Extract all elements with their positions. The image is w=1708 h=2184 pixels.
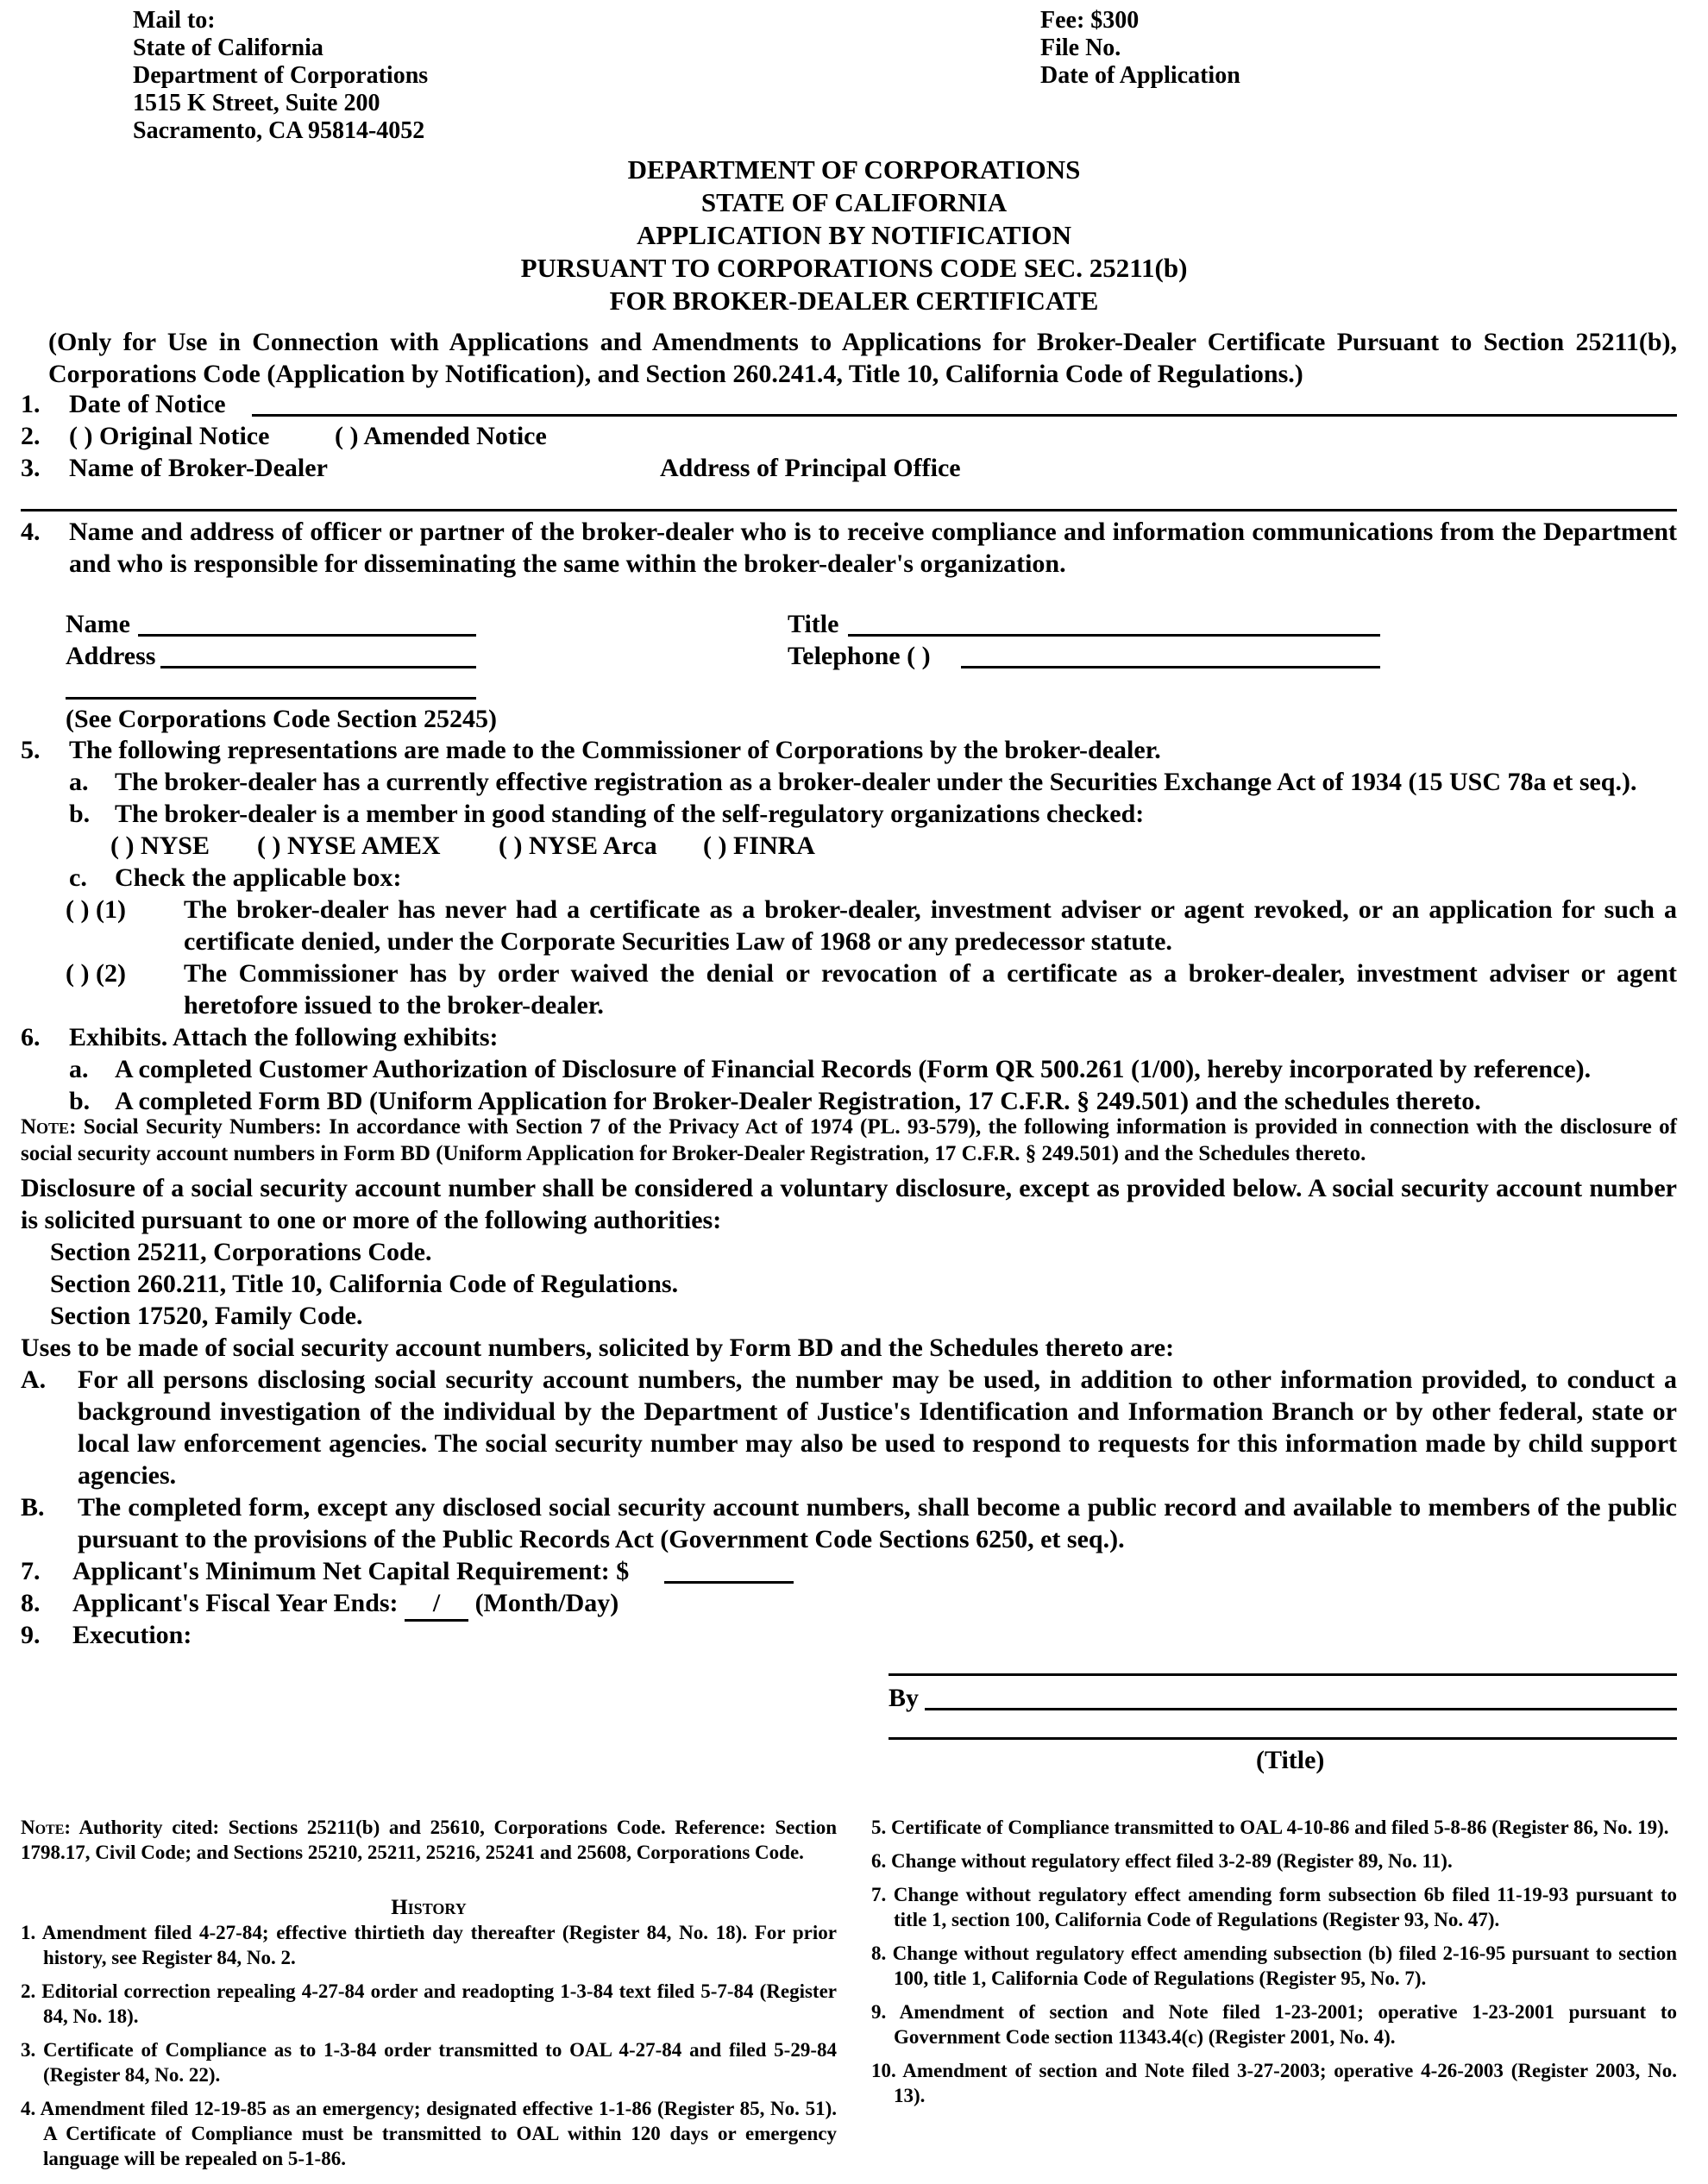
fiscal-year-label xyxy=(72,1587,619,1622)
contact-name-field[interactable] xyxy=(138,634,476,637)
item-5c2-checkbox[interactable]: ( ) (2) xyxy=(66,959,126,988)
contact-address-field-2[interactable] xyxy=(66,697,476,700)
use-b-label: B. xyxy=(21,1493,45,1522)
item-5c1-text: The broker-dealer has never had a certificate as a broker-dealer, investment adviser or agent revoked, or an application for such a certificate denied, under the Corporate Securities Law of 1968 or any predecessor statute. xyxy=(184,895,1677,956)
item-5c-label: c. xyxy=(69,863,87,892)
item-1-number: 1. xyxy=(21,390,41,418)
org-checkbox-nyse-amex[interactable]: ( ) NYSE AMEX xyxy=(257,832,441,860)
history-entry: 7. Change without regulatory effect amending form subsection 6b filed 11-19-93 pursuant to title 1, section 100, California Code of Regulations (Register 93, No. 47). xyxy=(871,1884,1677,1930)
ssn-note-text: Social Security Numbers: In accordance with Section 7 of the Privacy Act of 1974 (PL. 93-579), the following information is provided in connection with the disclosure of social security account numbers in Form BD (Uniform Application for Broker-Dealer Registration, 17 C.F.R. § 249.501) and the Schedules thereto. xyxy=(21,1115,1677,1165)
title-line: STATE OF CALIFORNIA xyxy=(700,187,1008,217)
net-capital-field[interactable] xyxy=(664,1581,794,1584)
contact-telephone-field[interactable] xyxy=(961,666,1380,668)
use-a-text: For all persons disclosing social security account numbers, the number may be used, in addition to other information provided, to conduct a background investigation of the individual by the Department of Justice's Identification and Information Branch or by other federal, state or local law enforcement agencies. The social security number may also be used to respond to requests for this information made by child support agencies. xyxy=(78,1365,1677,1490)
history-entry: 5. Certificate of Compliance transmitted to OAL 4-10-86 and filed 5-8-86 (Register 86, No. 19). xyxy=(871,1817,1669,1838)
fee-block xyxy=(1040,7,1385,90)
authority-note-text: Authority cited: Sections 25211(b) and 25610, Corporations Code. Reference: Section 1798.17, Civil Code; and Sections 25210, 25211, 25216, 25241 and 25608, Corporations Code. xyxy=(21,1817,837,1863)
history-entry: 1. Amendment filed 4-27-84; effective thirtieth day thereafter (Register 84, No. 18). For prior history, see Register 84, No. 2. xyxy=(21,1922,837,1968)
date-of-application-line: Date of Application xyxy=(1040,62,1240,89)
item-5c1-checkbox[interactable]: ( ) (1) xyxy=(66,895,126,924)
mail-to-line: State of California xyxy=(133,35,323,61)
intro-text: (Only for Use in Connection with Applications and Amendments to Applications for Broker-Dealer Certificate Pursuant to Section 25211(b), Corporations Code (Application by Notification), and Section 260.241.4, Title 10, California Code of Regulations.) xyxy=(48,328,1677,388)
mail-to-block xyxy=(133,7,564,145)
fee-line: Fee: $300 xyxy=(1040,7,1140,34)
mail-to-line: Department of Corporations xyxy=(133,62,429,89)
history-right-column xyxy=(871,1815,1677,2117)
title-field[interactable] xyxy=(889,1737,1677,1740)
authority-item: Section 17520, Family Code. xyxy=(50,1302,363,1330)
file-no-line: File No. xyxy=(1040,35,1121,61)
see-code-note: (See Corporations Code Section 25245) xyxy=(66,705,497,733)
item-5-number: 5. xyxy=(21,736,41,764)
item-8-number: 8. xyxy=(21,1589,41,1617)
item-6b-label: b. xyxy=(69,1087,91,1115)
title-line: DEPARTMENT OF CORPORATIONS xyxy=(627,154,1081,185)
ssn-note xyxy=(21,1114,1677,1167)
contact-name-label: Name xyxy=(66,610,130,638)
history-left-column xyxy=(21,1920,837,2180)
history-entry: 4. Amendment filed 12-19-85 as an emergency; designated effective 1-1-86 (Register 85, No. 51). A Certificate of Compliance must be transmitted to OAL within 120 days or emergency language will be repealed on 5-1-86. xyxy=(21,2098,837,2169)
item-5a-label: a. xyxy=(69,768,89,796)
item-4-text: Name and address of officer or partner of the broker-dealer who is to receive compliance and information communications from the Department and who is responsible for disseminating the same within the broker-dealer's organization. xyxy=(69,518,1677,578)
contact-title-label: Title xyxy=(788,610,839,638)
item-7-number: 7. xyxy=(21,1557,41,1585)
org-checkbox-finra[interactable]: ( ) FINRA xyxy=(703,832,815,860)
authority-note xyxy=(21,1815,837,1865)
item-5c-text: Check the applicable box: xyxy=(115,863,402,892)
item-9-number: 9. xyxy=(21,1621,41,1649)
title-caption: (Title) xyxy=(1256,1746,1325,1774)
date-of-notice-field[interactable] xyxy=(252,414,1677,417)
item-5a-text: The broker-dealer has a currently effective registration as a broker-dealer under the Securities Exchange Act of 1934 (15 USC 78a et seq.). xyxy=(115,768,1637,796)
uses-intro: Uses to be made of social security account numbers, solicited by Form BD and the Schedules thereto are: xyxy=(21,1334,1175,1362)
broker-dealer-name-label: Name of Broker-Dealer xyxy=(69,454,328,482)
title-line: FOR BROKER-DEALER CERTIFICATE xyxy=(609,286,1099,316)
fiscal-year-slash: / xyxy=(432,1589,441,1617)
fiscal-year-suffix: (Month/Day) xyxy=(474,1589,619,1617)
item-6b-text: A completed Form BD (Uniform Application for Broker-Dealer Registration, 17 C.F.R. § 249.501) and the schedules thereto. xyxy=(115,1087,1481,1115)
title-line: APPLICATION BY NOTIFICATION xyxy=(636,220,1072,250)
history-entry: 10. Amendment of section and Note filed 3-27-2003; operative 4-26-2003 (Register 2003, No. 13). xyxy=(871,2060,1677,2106)
mail-to-line: Sacramento, CA 95814-4052 xyxy=(133,117,425,144)
item-6a-label: a. xyxy=(69,1055,89,1083)
item-5c2-text: The Commissioner has by order waived the denial or revocation of a certificate as a broker-dealer, investment adviser or agent heretofore issued to the broker-dealer. xyxy=(184,959,1677,1020)
item-6a-text: A completed Customer Authorization of Disclosure of Financial Records (Form QR 500.261 (1/00), hereby incorporated by reference). xyxy=(115,1055,1592,1083)
authority-note-label: Note: xyxy=(21,1817,72,1838)
amended-notice-checkbox[interactable]: ( ) Amended Notice xyxy=(335,422,547,450)
org-checkbox-nyse-arca[interactable]: ( ) NYSE Arca xyxy=(499,832,657,860)
fiscal-year-field[interactable] xyxy=(405,1587,468,1622)
signature-top-line[interactable] xyxy=(889,1673,1677,1676)
contact-telephone-label: Telephone ( ) xyxy=(788,642,931,670)
use-b-text: The completed form, except any disclosed social security account numbers, shall become a public record and available to members of the public pursuant to the provisions of the Public Records Act (Government Code Sections 6250, et seq.). xyxy=(78,1493,1677,1553)
title-line: PURSUANT TO CORPORATIONS CODE SEC. 25211(b) xyxy=(520,253,1188,283)
item-4-number: 4. xyxy=(21,518,41,546)
history-entry: 9. Amendment of section and Note filed 1-23-2001; operative 1-23-2001 pursuant to Government Code section 11343.4(c) (Register 2001, No. 4). xyxy=(871,2001,1677,2048)
mail-to-line: 1515 K Street, Suite 200 xyxy=(133,90,380,116)
authorities-list xyxy=(50,1236,678,1332)
item-3-number: 3. xyxy=(21,454,41,482)
history-entry: 6. Change without regulatory effect filed 3-2-89 (Register 89, No. 11). xyxy=(871,1850,1453,1872)
item-6-number: 6. xyxy=(21,1023,41,1051)
history-heading: History xyxy=(391,1896,467,1919)
disclosure-text: Disclosure of a social security account number shall be considered a voluntary disclosure, except as provided below. A social security account number is solicited pursuant to one or more of the following authorities: xyxy=(21,1174,1677,1234)
authority-item: Section 25211, Corporations Code. xyxy=(50,1238,432,1266)
fiscal-year-text: Applicant's Fiscal Year Ends: xyxy=(72,1589,399,1617)
authority-item: Section 260.211, Title 10, California Code of Regulations. xyxy=(50,1270,679,1298)
by-label: By xyxy=(889,1684,920,1712)
history-entry: 3. Certificate of Compliance as to 1-3-84 order transmitted to OAL 4-27-84 and filed 5-29-84 (Register 84, No. 22). xyxy=(21,2039,837,2086)
mail-to-line: Mail to: xyxy=(133,7,216,34)
item-5-text: The following representations are made to the Commissioner of Corporations by the broker-dealer. xyxy=(69,736,1161,764)
principal-office-label: Address of Principal Office xyxy=(660,454,961,482)
history-entry: 2. Editorial correction repealing 4-27-84 order and readopting 1-3-84 text filed 5-7-84 (Register 84, No. 18). xyxy=(21,1980,837,2027)
form-title xyxy=(345,154,1363,317)
date-of-notice-label: Date of Notice xyxy=(69,390,226,418)
broker-dealer-name-field[interactable] xyxy=(21,509,1677,511)
execution-label: Execution: xyxy=(72,1621,192,1649)
contact-address-field[interactable] xyxy=(160,666,476,668)
item-2-number: 2. xyxy=(21,422,41,450)
history-entry: 8. Change without regulatory effect amending subsection (b) filed 2-16-95 pursuant to section 100, title 1, California Code of Regulations (Register 95, No. 7). xyxy=(871,1942,1677,1989)
org-checkbox-nyse[interactable]: ( ) NYSE xyxy=(110,832,210,860)
use-a-label: A. xyxy=(21,1365,47,1394)
contact-title-field[interactable] xyxy=(848,634,1380,637)
net-capital-label: Applicant's Minimum Net Capital Requirement: $ xyxy=(72,1557,630,1585)
item-5b-text: The broker-dealer is a member in good standing of the self-regulatory organizations checked: xyxy=(115,800,1145,828)
by-signature-field[interactable] xyxy=(925,1708,1677,1710)
original-notice-checkbox[interactable]: ( ) Original Notice xyxy=(69,422,270,450)
item-5b-label: b. xyxy=(69,800,91,828)
item-6-text: Exhibits. Attach the following exhibits: xyxy=(69,1023,499,1051)
contact-address-label: Address xyxy=(66,642,156,670)
ssn-note-label: Note: xyxy=(21,1115,77,1139)
